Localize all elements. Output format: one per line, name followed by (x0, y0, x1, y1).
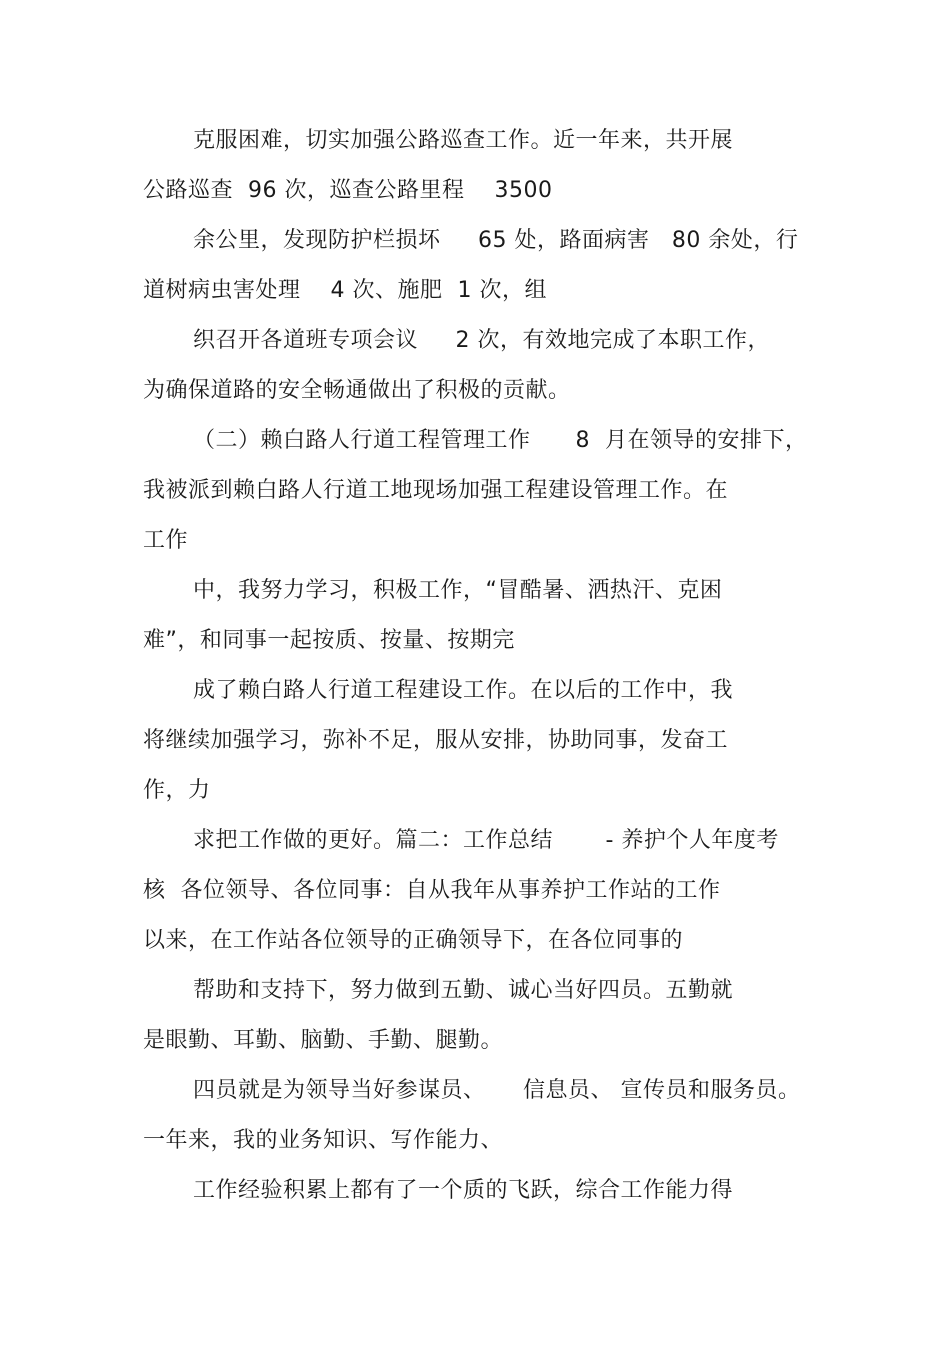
text-line: 四员就是为领导当好参谋员、 信息员、 宣传员和服务员。 (193, 1078, 801, 1103)
text-line: 为确保道路的安全畅通做出了积极的贡献。 (143, 378, 571, 403)
text-line: 成了赖白路人行道工程建设工作。在以后的工作中，我 (193, 678, 734, 703)
text-line: （二）赖白路人行道工程管理工作 8 月在领导的安排下， (193, 428, 808, 453)
text-line: 以来，在工作站各位领导的正确领导下，在各位同事的 (143, 928, 684, 953)
text-line: 工作 (143, 528, 189, 553)
text-line: 公路巡查 96 次，巡查公路里程 3500 (143, 178, 553, 203)
text-line: 核 各位领导、各位同事：自从我年从事养护工作站的工作 (143, 878, 721, 903)
text-line: 帮助和支持下，努力做到五勤、诚心当好四员。五勤就 (193, 978, 734, 1003)
text-line: 作，力 (143, 778, 211, 803)
text-line: 中，我努力学习，积极工作，“冒酷暑、洒热汗、克困 (193, 578, 723, 603)
text-line: 我被派到赖白路人行道工地现场加强工程建设管理工作。在 (143, 478, 729, 503)
text-line: 克服困难，切实加强公路巡查工作。近一年来，共开展 (193, 128, 734, 153)
text-line: 将继续加强学习，弥补不足，服从安排，协助同事，发奋工 (143, 728, 729, 753)
text-line: 一年来，我的业务知识、写作能力、 (143, 1128, 504, 1153)
text-line: 工作经验积累上都有了一个质的飞跃，综合工作能力得 (193, 1178, 734, 1203)
text-line: 求把工作做的更好。篇二：工作总结 - 养护个人年度考 (193, 828, 779, 853)
text-line: 道树病虫害处理 4 次、施肥 1 次，组 (143, 278, 547, 303)
text-line: 是眼勤、耳勤、脑勤、手勤、腿勤。 (143, 1028, 504, 1053)
text-line: 余公里，发现防护栏损坏 65 处，路面病害 80 余处，行 (193, 228, 799, 253)
text-line: 织召开各道班专项会议 2 次，有效地完成了本职工作， (193, 328, 770, 353)
text-line: 难”，和同事一起按质、按量、按期完 (143, 628, 515, 653)
